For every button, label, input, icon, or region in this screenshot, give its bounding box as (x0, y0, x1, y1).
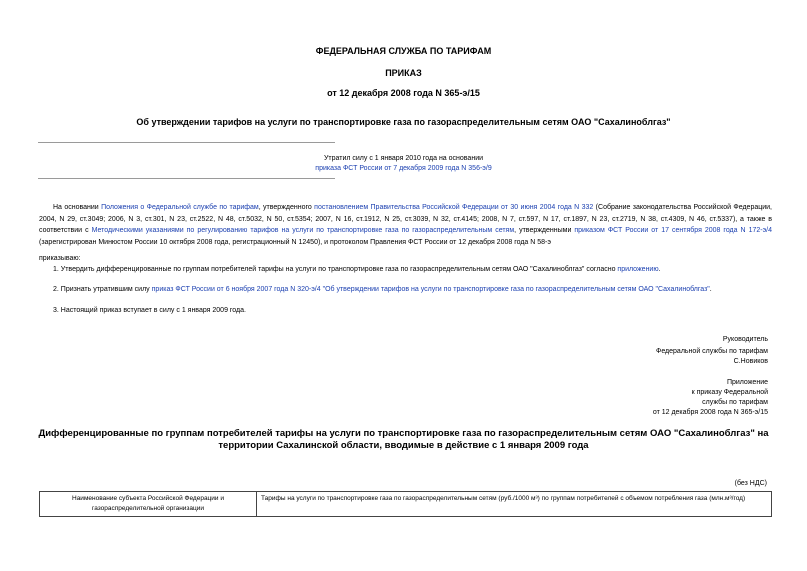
appendix-line-2: к приказу Федеральной (691, 389, 768, 396)
link-methodical-guidelines[interactable]: Методическими указаниями по регулированию тарифов на услуги по транспортировке газа по газораспределительным сетям (91, 227, 515, 234)
table-header-tariffs: Тарифы на услуги по транспортировке газа по газораспределительным сетям (руб./1000 м³) по группам потребителей с объемом потребления газа (млн.м³/год) (257, 492, 772, 517)
order-word: приказываю: (39, 255, 81, 262)
appendix-line-1: Приложение (726, 379, 768, 386)
table-header-region: Наименование субъекта Российской Федерации и газораспределительной организации (40, 492, 257, 517)
link-regulation[interactable]: Положения о Федеральной службе по тарифам (101, 204, 259, 211)
doc-type: ПРИКАЗ (385, 68, 422, 78)
link-appendix[interactable]: приложению (617, 266, 659, 273)
order-item-2: 2. Признать утратившим силу приказ ФСТ России от 6 ноября 2007 года N 320-э/4 "Об утверждении тарифов на услуги по транспортировке газа по газораспределительным сетям ОАО "Сахалиноблгаз". (53, 286, 712, 293)
divider-top (38, 142, 335, 143)
appendix-header (653, 378, 768, 418)
appendix-line-3: службы по тарифам (702, 399, 768, 406)
vat-note: (без НДС) (734, 480, 767, 487)
repeal-notice-text: Утратил силу с 1 января 2010 года на основании (323, 155, 484, 162)
link-fst-order-320[interactable]: приказ ФСТ России от 6 ноября 2007 года N 320-э/4 "Об утверждении тарифов на услуги по транспортировке газа по газораспределительным сетям ОАО "Сахалиноблгаз" (151, 286, 710, 293)
appendix-title: Дифференцированные по группам потребителей тарифы на услуги по транспортировке газа по газораспределительным сетям ОАО "Сахалиноблгаз" на территории Сахалинской области, вводимые в действие с 1 января 2009 года (38, 428, 769, 451)
basis-paragraph: На основании Положения о Федеральной службе по тарифам, утвержденного постановлением Правительства Российской Федерации от 30 июня 2004 года N 332 (Собрание законодательства Российской Федерации, 2004, N 29, ст.3049; 2006, N 3, ст.301, N 23, ст.2522, N 48, ст.5032, N 50, ст.5354; 2007, N 16, ст.1912, N 25, ст.3039, N 32, ст.4145; 2008, N 7, ст.597, N 17, ст.1897, N 23, ст.2719, N 38, ст.4309, N 46, ст.5337), а также в соответствии с Методическими указаниями по регулированию тарифов на услуги по транспортировке газа по газораспределительным сетям, утвержденными приказом ФСТ России от 17 сентября 2008 года N 172-э/4 (зарегистрирован Минюстом России 10 октября 2008 года, регистрационный N 12450), и протоколом Правления ФСТ России от 12 декабря 2008 года N 58-э (39, 204, 773, 246)
signature-org: Федеральной службы по тарифам (656, 348, 768, 355)
table-header-row (40, 492, 772, 517)
order-item-1: 1. Утвердить дифференцированные по группам потребителей тарифы на услуги по транспортировке газа по газораспределительным сетям ОАО "Сахалиноблгаз" согласно приложению. (53, 266, 661, 273)
link-fst-order-172[interactable]: приказом ФСТ России от 17 сентября 2008 года N 172-э/4 (574, 227, 772, 234)
order-item-3: 3. Настоящий приказ вступает в силу с 1 января 2009 года. (53, 307, 246, 314)
signature-name: С.Новиков (733, 358, 768, 365)
doc-title: Об утверждении тарифов на услуги по транспортировке газа по газораспределительным сетям ОАО "Сахалиноблгаз" (136, 117, 671, 127)
divider-bottom (38, 178, 335, 179)
repeal-notice (0, 154, 807, 174)
appendix-line-4: от 12 декабря 2008 года N 365-э/15 (652, 409, 768, 416)
doc-date-number: от 12 декабря 2008 года N 365-э/15 (327, 88, 480, 98)
repeal-notice-link[interactable]: приказа ФСТ России от 7 декабря 2009 года N 356-э/9 (315, 165, 492, 172)
agency-name: ФЕДЕРАЛЬНАЯ СЛУЖБА ПО ТАРИФАМ (315, 46, 492, 56)
tariff-table (39, 491, 772, 517)
signature-role: Руководитель (722, 336, 768, 343)
link-government-decree[interactable]: постановлением Правительства Российской Федерации от 30 июня 2004 года N 332 (314, 204, 594, 211)
signature-block (656, 335, 768, 367)
